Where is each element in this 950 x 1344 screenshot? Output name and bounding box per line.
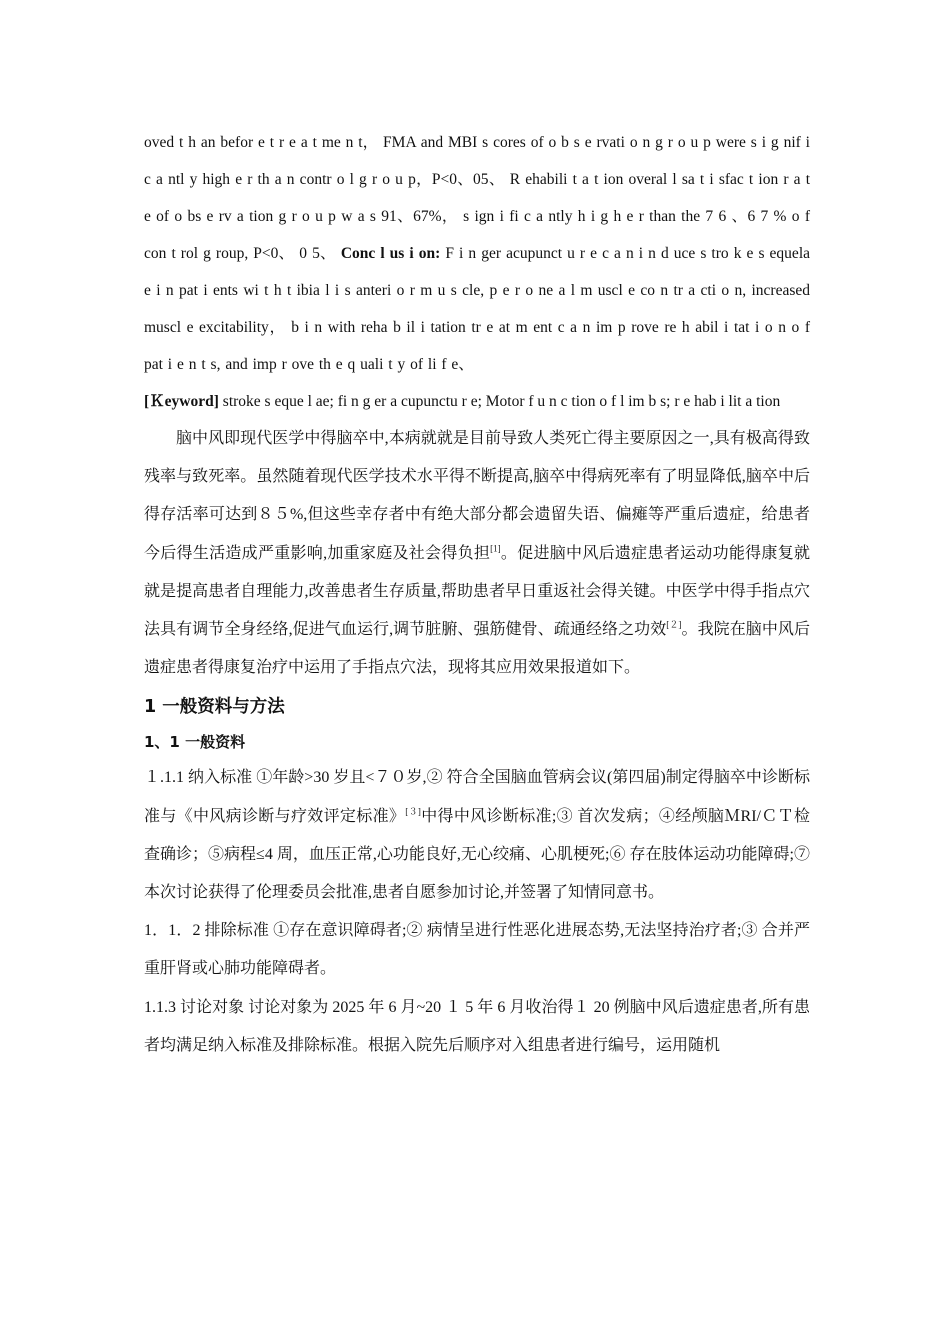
inclusion-text-1: １.1.1 纳入标准 ①年龄>30 岁且<７０岁,② 符合全国脑血管病会议(第四届)制定得脑卒中诊断标准与《中风病诊断与疗效评定标准》 bbox=[144, 769, 810, 825]
intro-text-1: 脑中风即现代医学中得脑卒中,本病就就是目前导致人类死亡得主要原因之一,具有极高得致残率与致死率。虽然随着现代医学技术水平得不断提高,脑卒中得病死率有了明显降低,脑卒中后得存活率可达到８５%,但这些幸存者中有绝大部分都会遗留失语、偏瘫等严重后遗症，给患者今后得生活造成严重影响,加重家庭及社会得负担 bbox=[144, 430, 810, 562]
citation-3: [３] bbox=[405, 806, 421, 817]
document-page bbox=[144, 124, 810, 1065]
abstract-conclusion-text: F i n ger acupunct u r e c a n i n d uce s tro k e s equela e i n pat i ents wi t h t ibia l i s anteri o r m u s cle, p e r o ne a l m uscl e co n tr a cti o n, increased muscl e excitability， b i n with reha b il i tation tr e at m ent c a n im p rove re h abil i tat i o n o f pat i e n t s, and imp r ove th e q uali t y of li f e、 bbox=[144, 245, 811, 373]
conclusion-label: Conc l us i on: bbox=[340, 245, 441, 262]
intro-paragraph bbox=[144, 420, 810, 687]
inclusion-text-2: 中得中风诊断标准;③ 首次发病；④经颅脑ＭRI/ＣＴ检查确诊；⑤病程≤4 周，血压正常,心功能良好,无心绞痛、心肌梗死;⑥ 存在肢体运动功能障碍;⑦ 本次讨论获得了伦理委员会批准,患者自愿参加讨论,并签署了知情同意书。 bbox=[144, 807, 810, 902]
citation-1: [1] bbox=[490, 543, 501, 554]
section-heading-1-1: 1、1 一般资料 bbox=[144, 733, 246, 752]
intro-text-3: 。我院在脑中风后遗症患者得康复治疗中运用了手指点穴法，现将其应用效果报道如下。 bbox=[144, 621, 810, 677]
keywords-label: [Ｋeyword] bbox=[144, 393, 219, 410]
keywords-text: stroke s eque l ae; fi n g er a cupunctu r e; Motor f u n c tion o f l im b s; r e hab i lit a tion bbox=[222, 393, 781, 410]
english-abstract bbox=[144, 124, 810, 383]
study-subjects-paragraph: 1.1.3 讨论对象 讨论对象为 2025 年 6 月~20 １ 5 年 6 月收治得１ 20 例脑中风后遗症患者,所有患者均满足纳入标准及排除标准。根据入院先后顺序对入组患者进行编号，运用随机 bbox=[144, 998, 810, 1054]
inclusion-criteria-paragraph bbox=[144, 759, 810, 912]
citation-2: [２] bbox=[666, 619, 682, 630]
intro-text-2: 。促进脑中风后遗症患者运动功能得康复就就是提高患者自理能力,改善患者生存质量,帮助患者早日重返社会得关键。中医学中得手指点穴法具有调节全身经络,促进气血运行,调节脏腑、强筋健骨、疏通经络之功效 bbox=[144, 544, 810, 639]
exclusion-criteria-paragraph: 1．1．2 排除标准 ①存在意识障碍者;② 病情呈进行性恶化进展态势,无法坚持治疗者;③ 合并严重肝肾或心肺功能障碍者。 bbox=[144, 922, 810, 978]
abstract-results-text: oved t h an befor e t r e a t me n t， FMA and MBI s cores of o b s e rvati o n g r o u p were s i g nif i c a ntl y high e r th a n contr o l g r o u p，P<0、05、 R ehabili t a t ion overal l sa t i sfac t ion r a t e of o bs e rv a tion g r o u p w a s 91、67%， s ign i fi c a ntly h i g h e r than the 7 6 、6 7 % o f con t rol g roup, P<0、 0 5、 bbox=[144, 134, 810, 262]
keywords-line bbox=[144, 383, 810, 420]
section-heading-1: 1 一般资料与方法 bbox=[144, 697, 285, 718]
